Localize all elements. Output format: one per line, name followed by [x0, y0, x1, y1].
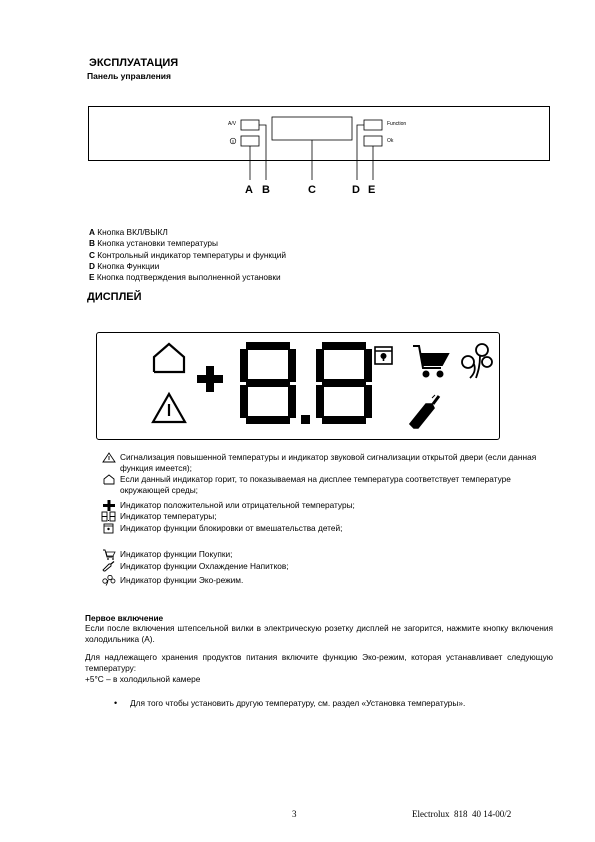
- button-legend: [89, 227, 286, 283]
- function-label: Function: [387, 121, 407, 127]
- warning-triangle-icon: [153, 394, 185, 422]
- bullet-icon: •: [114, 698, 118, 708]
- onoff-button[interactable]: [241, 120, 259, 130]
- control-panel-lines: [0, 0, 595, 200]
- storage-paragraph: Для надлежащего хранения продуктов питания включите функцию Эко-режим, которая устанавливает следующую температуру:: [85, 652, 553, 673]
- house-icon: [101, 474, 117, 485]
- legend-item: A Кнопка ВКЛ/ВЫКЛ: [89, 227, 168, 237]
- indicator-text: Сигнализация повышенной температуры и индикатор звуковой сигнализации открытой двери (если данная функция имеется);: [120, 452, 537, 473]
- legend-item: C Контрольный индикатор температуры и функций: [89, 249, 287, 260]
- eco-icon: [462, 344, 492, 378]
- letter-a: A: [245, 184, 253, 196]
- display-icons: [96, 332, 500, 440]
- display-title: ДИСПЛЕЙ: [87, 291, 142, 303]
- bottle-icon: [410, 395, 439, 428]
- indicator-text: Если данный индикатор горит, то показываемая на дисплее температура соответствует температуре окружающей среды;: [120, 474, 511, 495]
- bottle-icon: [101, 561, 117, 572]
- section-subtitle: Панель управления: [87, 71, 171, 81]
- child-lock-icon: [375, 347, 392, 364]
- document-code: Electrolux 818 40 14-00/2: [412, 809, 512, 819]
- indicator-text: Индикатор функции Эко-режим.: [120, 575, 244, 585]
- letter-d: D: [352, 184, 360, 196]
- digits-icon: [101, 511, 117, 522]
- temperature-button[interactable]: [241, 136, 259, 146]
- legend-item: D Кнопка Функции: [89, 260, 160, 271]
- house-icon: [154, 344, 184, 372]
- shopping-cart-icon: [413, 346, 448, 377]
- control-display: [272, 117, 352, 140]
- ok-button[interactable]: [364, 136, 382, 146]
- letter-c: C: [308, 184, 316, 196]
- first-start-title: Первое включение: [85, 613, 164, 623]
- plus-minus-icon: [101, 500, 117, 511]
- warning-triangle-icon: [101, 452, 117, 463]
- ok-label: Ok: [387, 138, 394, 144]
- section-title: ЭКСПЛУАТАЦИЯ: [89, 57, 179, 69]
- first-start-paragraph: Если после включения штепсельной вилки в электрическую розетку дисплей не загорится, нажмите кнопку включения холодильника (A).: [85, 623, 553, 644]
- legend-item: E Кнопка подтверждения выполненной установки: [89, 272, 281, 283]
- page-number: 3: [292, 809, 297, 819]
- child-lock-icon: [101, 523, 117, 534]
- legend-item: B Кнопка установки температуры: [89, 238, 218, 249]
- indicator-text: Индикатор функции Покупки;: [120, 549, 233, 559]
- eco-icon: [101, 575, 117, 586]
- bullet-text: Для того чтобы установить другую температуру, см. раздел «Установка температуры».: [130, 698, 466, 708]
- onoff-label: A/V: [228, 121, 237, 127]
- indicator-text: Индикатор функции блокировки от вмешательства детей;: [120, 523, 343, 533]
- shopping-cart-icon: [101, 549, 117, 560]
- temperature-line: +5°C – в холодильной камере: [85, 674, 201, 684]
- indicator-text: Индикатор температуры;: [120, 511, 217, 521]
- plus-minus-icon: [197, 366, 223, 392]
- function-button[interactable]: [364, 120, 382, 130]
- letter-e: E: [368, 184, 376, 196]
- digits-icon: [240, 342, 372, 424]
- indicator-text: Индикатор функции Охлаждение Напитков;: [120, 561, 289, 571]
- indicator-text: Индикатор положительной или отрицательной температуры;: [120, 500, 355, 510]
- letter-b: B: [262, 184, 270, 196]
